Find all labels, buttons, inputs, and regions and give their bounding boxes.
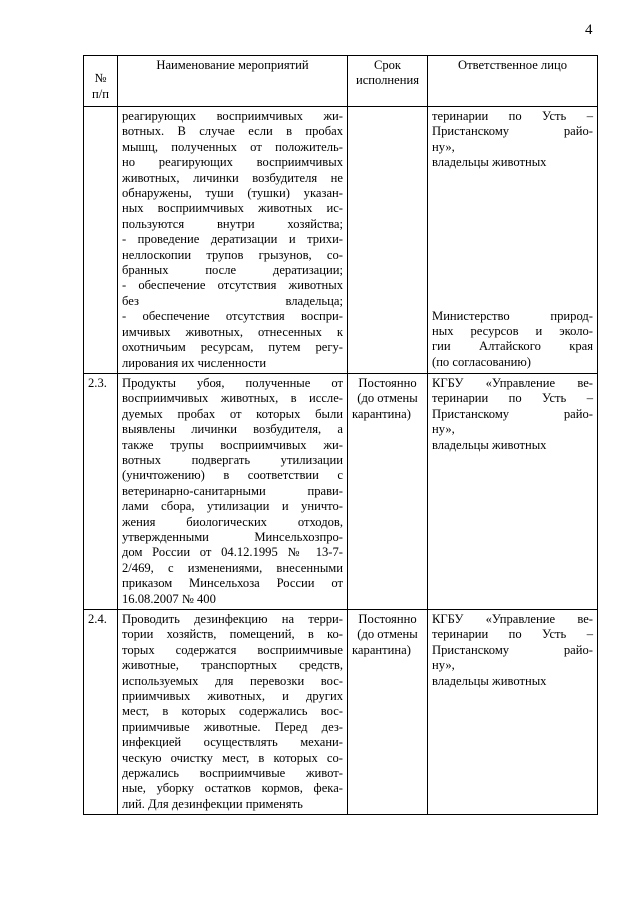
text-line: Пристанскому райо-	[432, 406, 593, 421]
text-line: обнаружены, туши (тушки) указан-	[122, 186, 343, 201]
text-line: теринарии по Усть –	[432, 109, 593, 123]
text-line: ну»,	[432, 422, 455, 437]
text-line: Продукты убоя, полученные от	[122, 375, 343, 390]
measure-description	[118, 610, 348, 815]
text-line: КГБУ «Управление ве-	[432, 375, 593, 390]
text-line: карантина)	[352, 406, 411, 421]
text-line: Проводить дезинфекцию на терри-	[122, 612, 343, 626]
text-line: ные, уборку остатков кормов, фека-	[122, 781, 343, 796]
text-line: дуемых пробах от которых были	[122, 406, 343, 421]
text-line: мест, в которых содержались вос-	[122, 704, 343, 719]
text-line: лами сбора, утилизации и уничто-	[122, 499, 343, 514]
measures-table	[83, 55, 598, 815]
text-line: - проведение дератизации и трихи-	[122, 232, 343, 247]
text-line: теринарии по Усть –	[432, 391, 593, 406]
text-line: Постоянно	[358, 375, 417, 390]
text-line: владельцы животных	[432, 437, 547, 452]
text-line: гии Алтайского края	[432, 339, 593, 354]
text-line: - обеспечение отсутствия животных	[122, 278, 343, 293]
text-line: 2/469, с изменениями, внесенными	[122, 560, 343, 575]
text-line: но реагирующих восприимчивых	[122, 155, 343, 170]
text-line: вотных подвергать утилизации	[122, 452, 343, 467]
text-line: 16.08.2007 № 400	[122, 591, 216, 606]
text-line: Постоянно	[358, 612, 417, 626]
text-line: имчивых животных, отнесенных к	[122, 324, 343, 339]
text-line: ных ресурсов и эколо-	[432, 324, 593, 339]
measure-term	[348, 373, 428, 609]
text-line: ну»,	[432, 139, 455, 154]
text-line: - обеспечение отсутствия воспри-	[122, 309, 343, 324]
text-line: приимчивые животные. Перед дез-	[122, 719, 343, 734]
responsible-party	[428, 373, 598, 609]
text-line: ну»,	[432, 658, 455, 673]
text-line: ных восприимчивых животных ис-	[122, 201, 343, 216]
table-row	[84, 373, 598, 609]
text-line: животных, личинки возбудителя не	[122, 170, 343, 185]
text-line: (уничтожению) в соответствии с	[122, 468, 343, 483]
text-line: Пристанскому райо-	[432, 642, 593, 657]
row-number	[84, 107, 118, 374]
text-line: приказом Минсельхоза России от	[122, 576, 343, 591]
text-line: дом России от 04.12.1995 № 13-7-	[122, 545, 343, 560]
text-line: жения биологических отходов,	[122, 514, 343, 529]
text-line: (до отмены	[357, 627, 418, 642]
table-header-row	[84, 56, 598, 107]
text-line: лий. Для дезинфекции применять	[122, 796, 303, 811]
measure-description	[118, 107, 348, 374]
text-line: восприимчивых животных, в иссле-	[122, 391, 343, 406]
text-line: инфекцией осуществлять механи-	[122, 735, 343, 750]
text-line: владельцы животных	[432, 673, 547, 688]
text-line: тории хозяйств, помещений, в ко-	[122, 627, 343, 642]
page-number: 4	[585, 22, 593, 38]
text-line: Министерство природ-	[432, 308, 593, 323]
text-line: (до отмены	[357, 391, 418, 406]
text-line: КГБУ «Управление ве-	[432, 612, 593, 626]
header-name: Наименование мероприятий	[118, 56, 348, 107]
header-num	[84, 56, 118, 107]
text-line: владельцы животных	[432, 155, 547, 170]
text-line: используемых для перевозки вос-	[122, 673, 343, 688]
text-line: лирования их численности	[122, 355, 267, 370]
text-line: пользуются внутри хозяйства;	[122, 216, 343, 231]
text-line: мышц, полученных от положитель-	[122, 139, 343, 154]
table-row	[84, 610, 598, 815]
text-line: также трупы восприимчивых жи-	[122, 437, 343, 452]
responsible-party	[428, 610, 598, 815]
text-line: животные, транспортных средств,	[122, 658, 343, 673]
text-line: бранных после дератизации;	[122, 263, 343, 278]
measure-term	[348, 107, 428, 374]
measure-description	[118, 373, 348, 609]
text-line: ческую очистку мест, в которых со-	[122, 750, 343, 765]
responsible-party	[428, 107, 598, 374]
text-line: приимчивых животных, и других	[122, 689, 343, 704]
text-line: реагирующих восприимчивых жи-	[122, 109, 343, 123]
text-line: Пристанскому райо-	[432, 124, 593, 139]
text-line: теринарии по Усть –	[432, 627, 593, 642]
text-line: утвержденными Минсельхозпро-	[122, 529, 343, 544]
text-line: карантина)	[352, 642, 411, 657]
header-responsible: Ответственное лицо	[428, 56, 598, 107]
text-line: вотных. В случае если в пробах	[122, 124, 343, 139]
row-number: 2.4.	[84, 610, 118, 815]
text-line: торых содержатся восприимчивые	[122, 642, 343, 657]
text-line: без владельца;	[122, 293, 343, 308]
text-line: охотничьим ресурсам, путем регу-	[122, 340, 343, 355]
text-line: ветеринарно-санитарными прави-	[122, 483, 343, 498]
header-term	[348, 56, 428, 107]
text-line: (по согласованию)	[432, 354, 532, 369]
header-num-line2: п/п	[92, 86, 109, 101]
text-line: держались восприимчивые живот-	[122, 766, 343, 781]
header-term-line2: исполнения	[355, 73, 420, 88]
table-row	[84, 107, 598, 374]
measure-term	[348, 610, 428, 815]
header-num-line1: №	[94, 71, 107, 86]
header-term-line1: Срок	[373, 58, 402, 72]
text-line: неллоскопии трупов грызунов, со-	[122, 247, 343, 262]
text-line: выявлены личинки возбудителя, а	[122, 422, 343, 437]
row-number: 2.3.	[84, 373, 118, 609]
